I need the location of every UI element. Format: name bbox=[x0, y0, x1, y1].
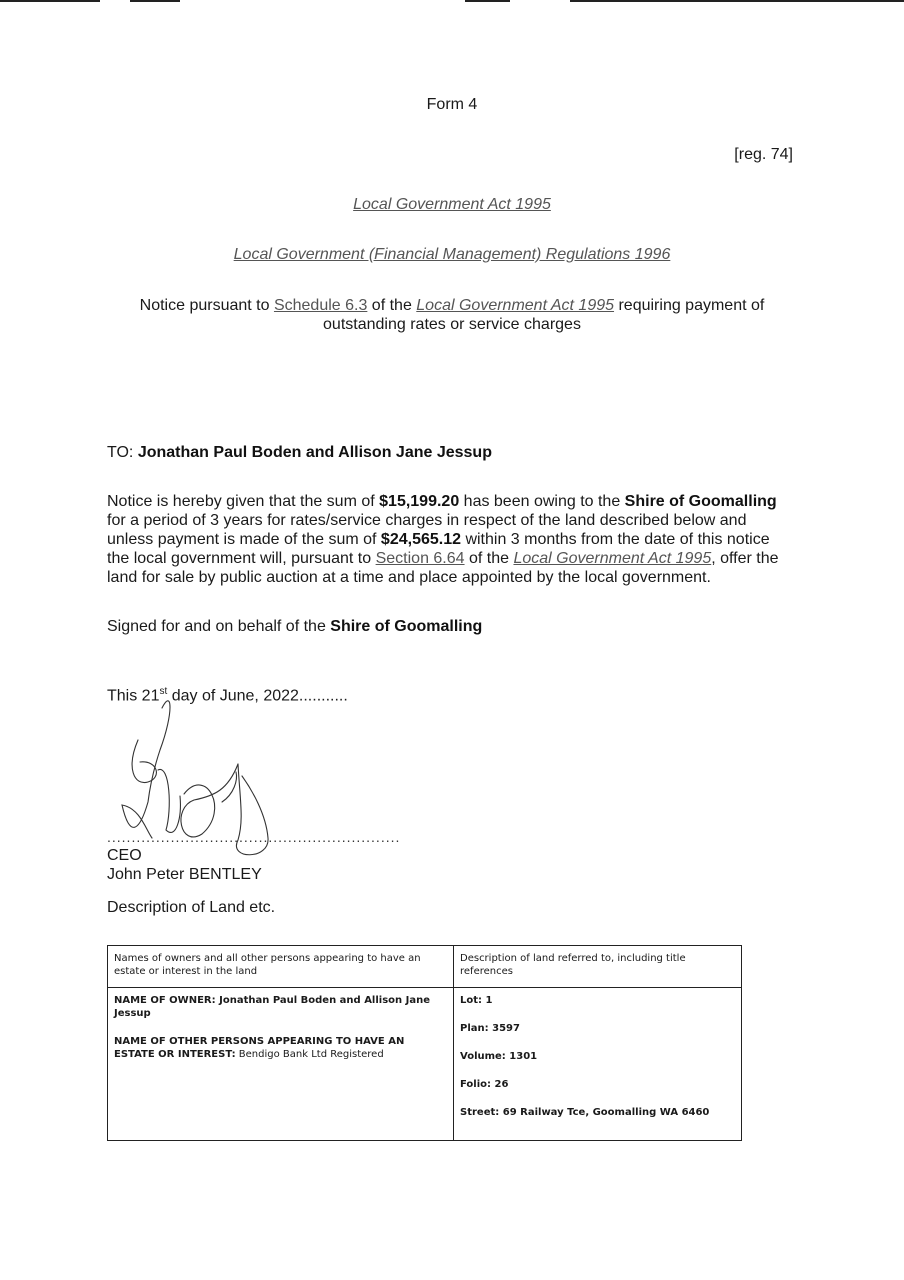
body-text: Notice is hereby given that the sum of bbox=[107, 493, 380, 510]
body-text: , offer the land for sale by public auction at a time and place appointed by the local government. bbox=[107, 550, 779, 586]
street-value: Street: 69 Railway Tce, Goomalling WA 6460 bbox=[460, 1107, 710, 1118]
date-text: day of June, 2022........... bbox=[167, 687, 348, 705]
owner-entry bbox=[114, 994, 447, 1020]
folio-value: Folio: 26 bbox=[460, 1079, 509, 1090]
body-text: within 3 months from the date of this notice the local government will, pursuant to bbox=[107, 531, 770, 567]
other-persons-value: Bendigo Bank Ltd Registered bbox=[235, 1049, 384, 1060]
body-text: of the bbox=[464, 550, 514, 567]
signatory-name: John Peter BENTLEY bbox=[107, 866, 262, 883]
addressee bbox=[107, 443, 787, 462]
table-row bbox=[108, 988, 742, 1141]
scan-edge-line bbox=[130, 0, 180, 2]
act-link[interactable]: Local Government Act 1995 bbox=[353, 196, 551, 213]
form-number: Form 4 bbox=[426, 96, 478, 113]
shire-name: Shire of Goomalling bbox=[624, 493, 777, 510]
addressee-names: Jonathan Paul Boden and Allison Jane Jessup bbox=[137, 444, 492, 461]
description-label: Description of Land etc. bbox=[107, 899, 276, 916]
scan-edge-line bbox=[0, 0, 100, 2]
signatory-role: CEO bbox=[107, 847, 142, 864]
signature-line: ............................................................ bbox=[107, 829, 401, 845]
date-ordinal: st bbox=[159, 686, 168, 697]
body-text: has been owing to the bbox=[459, 493, 625, 510]
signed-line bbox=[107, 617, 787, 636]
lot-value: Lot: 1 bbox=[460, 995, 493, 1006]
plan-value: Plan: 3597 bbox=[460, 1023, 520, 1034]
owners-cell bbox=[108, 988, 454, 1141]
section-link[interactable]: Section 6.64 bbox=[375, 550, 465, 567]
notice-title-text: outstanding rates or service charges bbox=[323, 316, 581, 333]
scan-edge-line bbox=[465, 0, 510, 2]
volume-value: Volume: 1301 bbox=[460, 1051, 538, 1062]
land-description-table bbox=[107, 945, 742, 1141]
payment-amount: $24,565.12 bbox=[380, 531, 461, 548]
table-header-row bbox=[108, 946, 742, 988]
owing-amount: $15,199.20 bbox=[379, 493, 460, 510]
owner-value: Jonathan Paul Boden and Allison Jane Jessup bbox=[114, 995, 431, 1019]
regulations-link[interactable]: Local Government (Financial Management) Regulations 1996 bbox=[233, 246, 671, 263]
date-text: This 21 bbox=[107, 687, 160, 705]
other-persons-label: NAME OF OTHER PERSONS APPEARING TO HAVE AN ESTATE OR INTEREST: bbox=[114, 1036, 405, 1060]
act-link[interactable]: Local Government Act 1995 bbox=[416, 297, 615, 314]
scan-edge-line bbox=[570, 0, 904, 2]
owners-column-header: Names of owners and all other persons appearing to have an estate or interest in the land bbox=[108, 946, 454, 988]
act-link[interactable]: Local Government Act 1995 bbox=[513, 550, 712, 567]
land-column-header: Description of land referred to, including title references bbox=[454, 946, 742, 988]
land-cell bbox=[454, 988, 742, 1141]
notice-title-text: of the bbox=[367, 297, 417, 314]
regulation-ref: [reg. 74] bbox=[734, 146, 793, 163]
owner-label: NAME OF OWNER: bbox=[114, 995, 216, 1006]
body-text: for a period of 3 years for rates/service charges in respect of the land described below and unless payment is made of the sum of bbox=[107, 512, 747, 548]
signed-text: Signed for and on behalf of the bbox=[107, 618, 331, 635]
notice-title-text: requiring payment of bbox=[614, 297, 765, 314]
to-label: TO: bbox=[107, 444, 138, 461]
notice-title bbox=[0, 296, 904, 334]
other-persons-entry bbox=[114, 1035, 447, 1061]
notice-body bbox=[107, 492, 787, 587]
shire-name: Shire of Goomalling bbox=[330, 618, 483, 635]
notice-title-text: Notice pursuant to bbox=[139, 297, 274, 314]
schedule-link[interactable]: Schedule 6.3 bbox=[273, 297, 368, 314]
